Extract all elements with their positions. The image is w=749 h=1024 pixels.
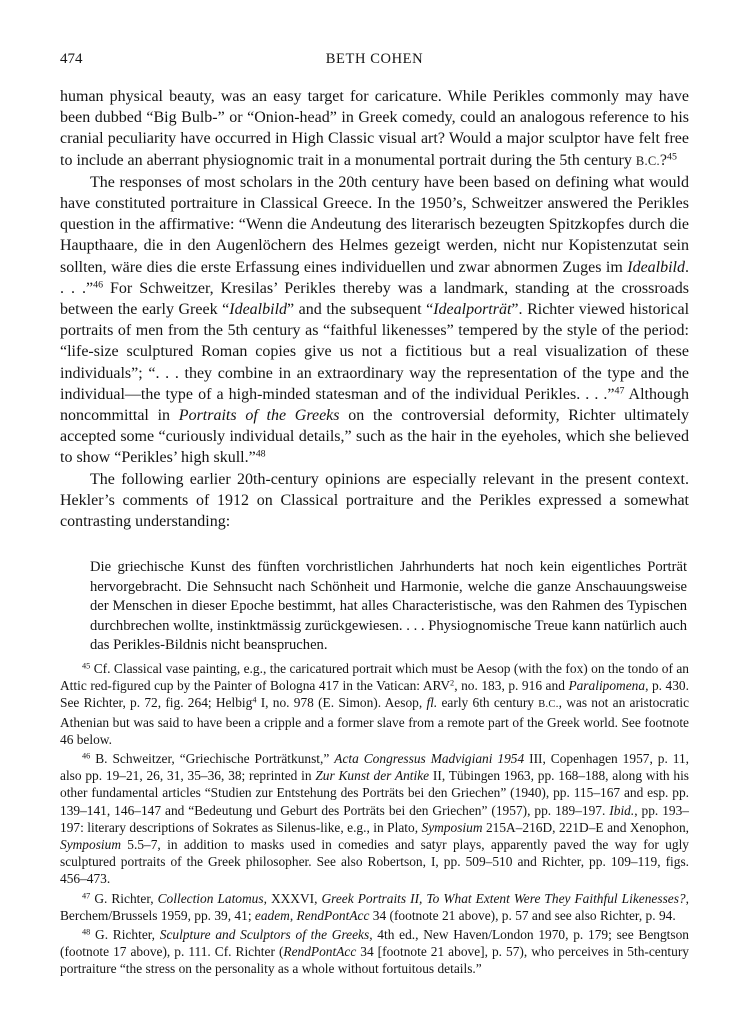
page-number: 474 <box>60 51 83 67</box>
running-head: BETH COHEN <box>325 51 424 67</box>
block-quote: Die griechische Kunst des fünften vorchristlichen Jahrhunderts hat noch kein eigentliches Porträt hervorgebracht. Die Sehnsucht nach Schönheit und Harmonie, welche die ganze Anschauungsweise der Menschen in dieser Epoche bestimmt, hat alles Characteristische, was den Rahmen des Typischen durchbrechen wollte, instinktmässig zurückgewiesen. . . . Physiognomische Treue kann natürlich auch das Perikles-Bildnis nicht beanspruchen. <box>90 559 687 653</box>
paragraph-3: The following earlier 20th-century opinions are especially relevant in the present context. Hekler’s comments of 1912 on Classical portraiture and the Perikles expressed a somewhat contrasting understanding: <box>60 470 689 531</box>
footnote-46: $^{46}$ B. Schweitzer, “Griechische Porträtkunst,” Acta Congressus Madvigiani 1954 III, Copenhagen 1957, p. 11, also pp. 19–21, 26, 31, 35–36, 38; reprinted in Zur Kunst der Antike II, Tübingen 1963, pp. 168–188, along with his other fundamental articles “Studien zur Entstehung des Porträts bei den Griechen” (1940), pp. 115–167 and esp. pp. 139–141, 146–147 and “Bedeutung und Geburt des Porträts bei den Griechen” (1957), pp. 189–197. Ibid., pp. 193–197: literary descriptions of Sokrates as Silenus-like, e.g., in Plato, Symposium 215A–216D, 221D–E and Xenophon, Symposium 5.5–7, in addition to masks used in comedies and satyr plays, apparently paved the way for ugly sculptured portraits of the Greek philosopher. See also Robertson, I, pp. 509–510 and Richter, pp. 109–119, figs. 456–473. <box>60 751 690 887</box>
footnote-45: $^{45}$ Cf. Classical vase painting, e.g., the caricatured portrait which must be Aesop (with the fox) on the tondo of an Attic red-figured cup by the Painter of Bologna 417 in the Vatican: ARV$^2$, no. 183, p. 916 and Paralipomena, p. 430. See Richter, p. 72, fig. 264; Helbig$^4$ I, no. 978 (E. Simon). Aesop, fl. early 6th century B.C., was not an aristocratic Athenian but was said to have been a cripple and a former slave from a remote part of the Greek world. See footnote 46 below. <box>60 661 690 747</box>
main-text <box>60 86 689 532</box>
running-header <box>60 51 689 71</box>
paragraph-2: The responses of most scholars in the 20th century have been based on defining what would have constituted portraiture in Classical Greece. In the 1950’s, Schweitzer answered the Perikles question in the affirmative: “Wenn die Andeutung des literarisch bezeugten Spitzkopfes durch die Haupthaare, die in den Augenlöchern des Helmes gezeigt werden, nicht nur Kopistenzutat sein sollten, wäre dies die erste Erfassung eines individuellen und zwar abnormen Zuges im Idealbild. . . .”$^{46}$ For Schweitzer, Kresilas’ Perikles thereby was a landmark, standing at the crossroads between the early Greek “Idealbild” and the subsequent “Idealporträt”. Richter viewed historical portraits of men from the 5th century as “faithful likenesses” tempered by the style of the period: “life-size sculptured Roman copies give us not a fictitious but a real visualization of these individuals”; “. . . they combine in an extraordinary way the representation of the type and the individual—the type of a high-minded statesman and of the individual Perikles. . . .”$^{47}$ Although noncommittal in Portraits of the Greeks on the controversial deformity, Richter ultimately accepted some “curiously individual details,” such as the hair in the eyeholes, which she believed to show “Perikles’ high skull.”$^{48}$ <box>60 173 690 467</box>
footnotes <box>60 660 689 980</box>
paragraph-1: human physical beauty, was an easy target for caricature. While Perikles commonly may have been dubbed “Big Bulb-” or “Onion-head” in Greek comedy, could an analogous reference to his cranial peculiarity have occurred in High Classic visual art? Would a major sculptor have felt free to include an aberrant physiognomic trait in a monumental portrait during the 5th century B.C.?$^{45}$ <box>60 88 689 169</box>
footnote-48: $^{48}$ G. Richter, Sculpture and Sculptors of the Greeks, 4th ed., New Haven/London 1970, p. 179; see Bengtson (footnote 17 above), p. 111. Cf. Richter (RendPontAcc 34 [footnote 21 above], p. 57), who perceives in 5th-century portraiture “the stress on the personality as a whole without fortuitous details.” <box>60 927 689 977</box>
footnote-47: $^{47}$ G. Richter, Collection Latomus, XXXVI, Greek Portraits II, To What Extent Were They Faithful Likenesses?, Berchem/Brussels 1959, pp. 39, 41; eadem, RendPontAcc 34 (footnote 21 above), p. 57 and see also Richter, p. 94. <box>60 890 689 923</box>
